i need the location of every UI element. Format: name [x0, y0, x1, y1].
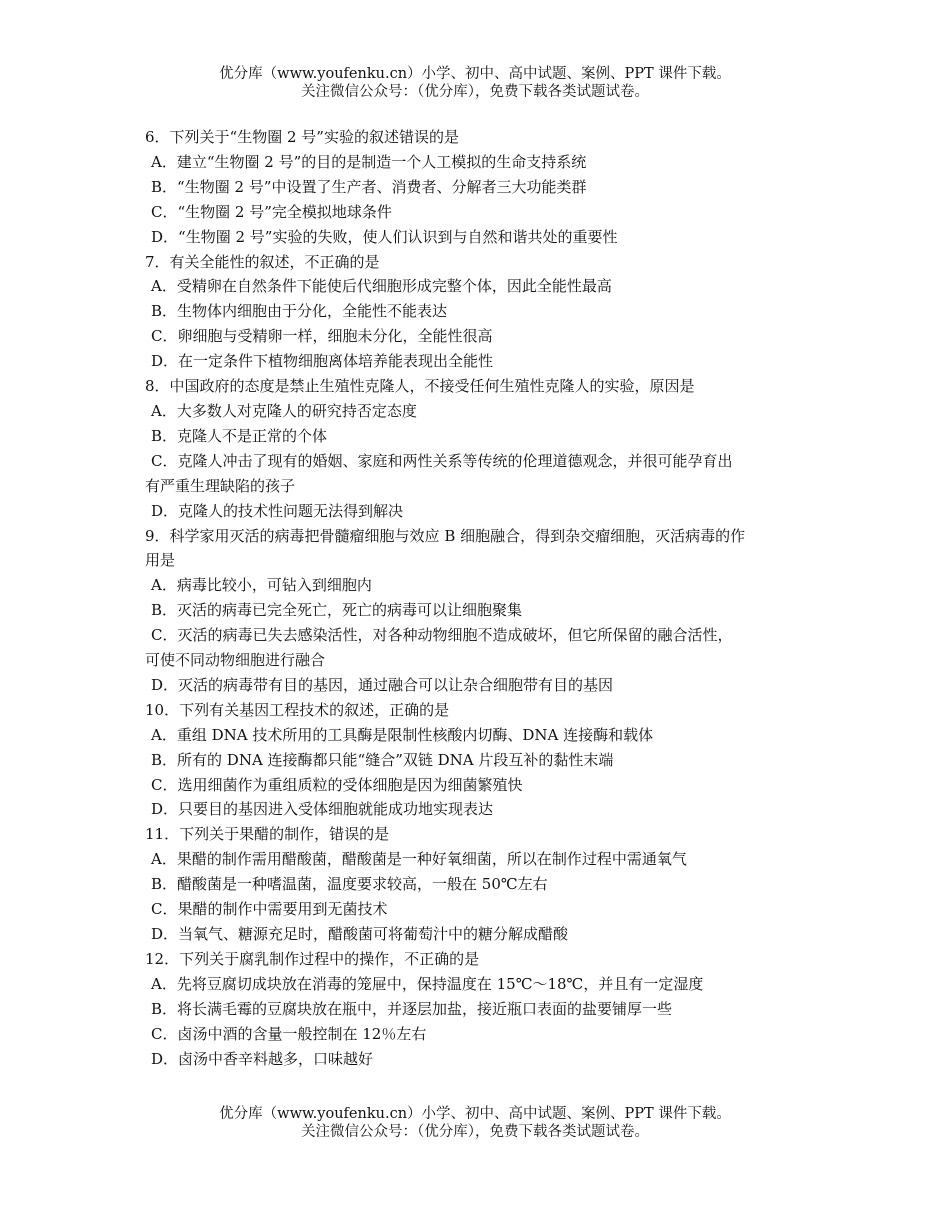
answer-option: D．灭活的病毒带有目的基因，通过融合可以让杂合细胞带有目的基因: [151, 675, 614, 694]
footer-line-2: 关注微信公众号：（优分库），免费下载各类试题试卷。: [301, 1124, 649, 1140]
question-list: [145, 125, 810, 1071]
answer-option: B．灭活的病毒已完全死亡，死亡的病毒可以让细胞聚集: [151, 601, 523, 620]
answer-option: B．生物体内细胞由于分化，全能性不能表达: [151, 302, 448, 321]
answer-option: C．卤汤中酒的含量一般控制在 12％左右: [151, 1024, 427, 1043]
page-header: [0, 65, 950, 101]
question-stem: 7．有关全能性的叙述，不正确的是: [145, 252, 380, 271]
continuation-line: 用是: [145, 551, 176, 570]
header-line-2: 关注微信公众号：（优分库），免费下载各类试题试卷。: [301, 84, 649, 100]
answer-option: C．克隆人冲击了现有的婚姻、家庭和两性关系等传统的伦理道德观念，并很可能孕育出: [151, 451, 733, 470]
answer-option: B．醋酸菌是一种嗜温菌，温度要求较高，一般在 50℃左右: [151, 875, 548, 894]
continuation-line: 可使不同动物细胞进行融合: [145, 651, 326, 670]
answer-option: D．克隆人的技术性问题无法得到解决: [151, 501, 404, 520]
answer-option: A．病毒比较小，可钻入到细胞内: [151, 576, 372, 595]
answer-option: A．受精卵在自然条件下能使后代细胞形成完整个体，因此全能性最高: [151, 277, 612, 296]
page-footer: [0, 1105, 950, 1141]
answer-option: D．“生物圈 2 号”实验的失败，使人们认识到与自然和谐共处的重要性: [151, 227, 618, 246]
answer-option: D．只要目的基因进入受体细胞就能成功地实现表达: [151, 800, 494, 819]
answer-option: A．果醋的制作需用醋酸菌，醋酸菌是一种好氧细菌，所以在制作过程中需通氧气: [151, 850, 687, 869]
answer-option: B．将长满毛霉的豆腐块放在瓶中，并逐层加盐，接近瓶口表面的盐要铺厚一些: [151, 999, 673, 1018]
answer-option: C．果醋的制作中需要用到无菌技术: [151, 900, 388, 919]
answer-option: B．“生物圈 2 号”中设置了生产者、消费者、分解者三大功能类群: [151, 177, 587, 196]
footer-line-1: 优分库（www.youfenku.cn）小学、初中、高中试题、案例、PPT 课件下载。: [219, 1106, 731, 1122]
answer-option: B．所有的 DNA 连接酶都只能“缝合”双链 DNA 片段互补的黏性末端: [151, 750, 614, 769]
answer-option: C．卵细胞与受精卵一样，细胞未分化，全能性很高: [151, 327, 493, 346]
answer-option: D．卤汤中香辛料越多，口味越好: [151, 1049, 374, 1068]
question-stem: 8．中国政府的态度是禁止生殖性克隆人，不接受任何生殖性克隆人的实验，原因是: [145, 377, 695, 396]
answer-option: C．选用细菌作为重组质粒的受体细胞是因为细菌繁殖快: [151, 775, 523, 794]
answer-option: D．在一定条件下植物细胞离体培养能表现出全能性: [151, 352, 494, 371]
answer-option: D．当氧气、糖源充足时，醋酸菌可将葡萄汁中的糖分解成醋酸: [151, 925, 569, 943]
continuation-line: 有严重生理缺陷的孩子: [145, 476, 296, 495]
question-stem: 11．下列关于果醋的制作，错误的是: [145, 825, 390, 844]
answer-option: B．克隆人不是正常的个体: [151, 426, 328, 445]
header-line-1: 优分库（www.youfenku.cn）小学、初中、高中试题、案例、PPT 课件下载。: [219, 66, 731, 82]
answer-option: C．“生物圈 2 号”完全模拟地球条件: [151, 202, 392, 221]
answer-option: A．建立“生物圈 2 号”的目的是制造一个人工模拟的生命支持系统: [151, 152, 587, 171]
question-stem: 10．下列有关基因工程技术的叙述，正确的是: [145, 700, 450, 719]
question-stem: 6．下列关于“生物圈 2 号”实验的叙述错误的是: [145, 128, 459, 146]
answer-option: A．重组 DNA 技术所用的工具酶是限制性核酸内切酶、DNA 连接酶和载体: [151, 725, 654, 744]
answer-option: A．先将豆腐切成块放在消毒的笼屉中，保持温度在 15℃～18℃，并且有一定湿度: [151, 974, 704, 993]
answer-option: C．灭活的病毒已失去感染活性，对各种动物细胞不造成破坏，但它所保留的融合活性，: [151, 626, 733, 645]
question-stem: 9．科学家用灭活的病毒把骨髓瘤细胞与效应 B 细胞融合，得到杂交瘤细胞，灭活病毒的作: [145, 526, 746, 545]
answer-option: A．大多数人对克隆人的研究持否定态度: [151, 401, 417, 420]
question-stem: 12．下列关于腐乳制作过程中的操作，不正确的是: [145, 949, 480, 968]
